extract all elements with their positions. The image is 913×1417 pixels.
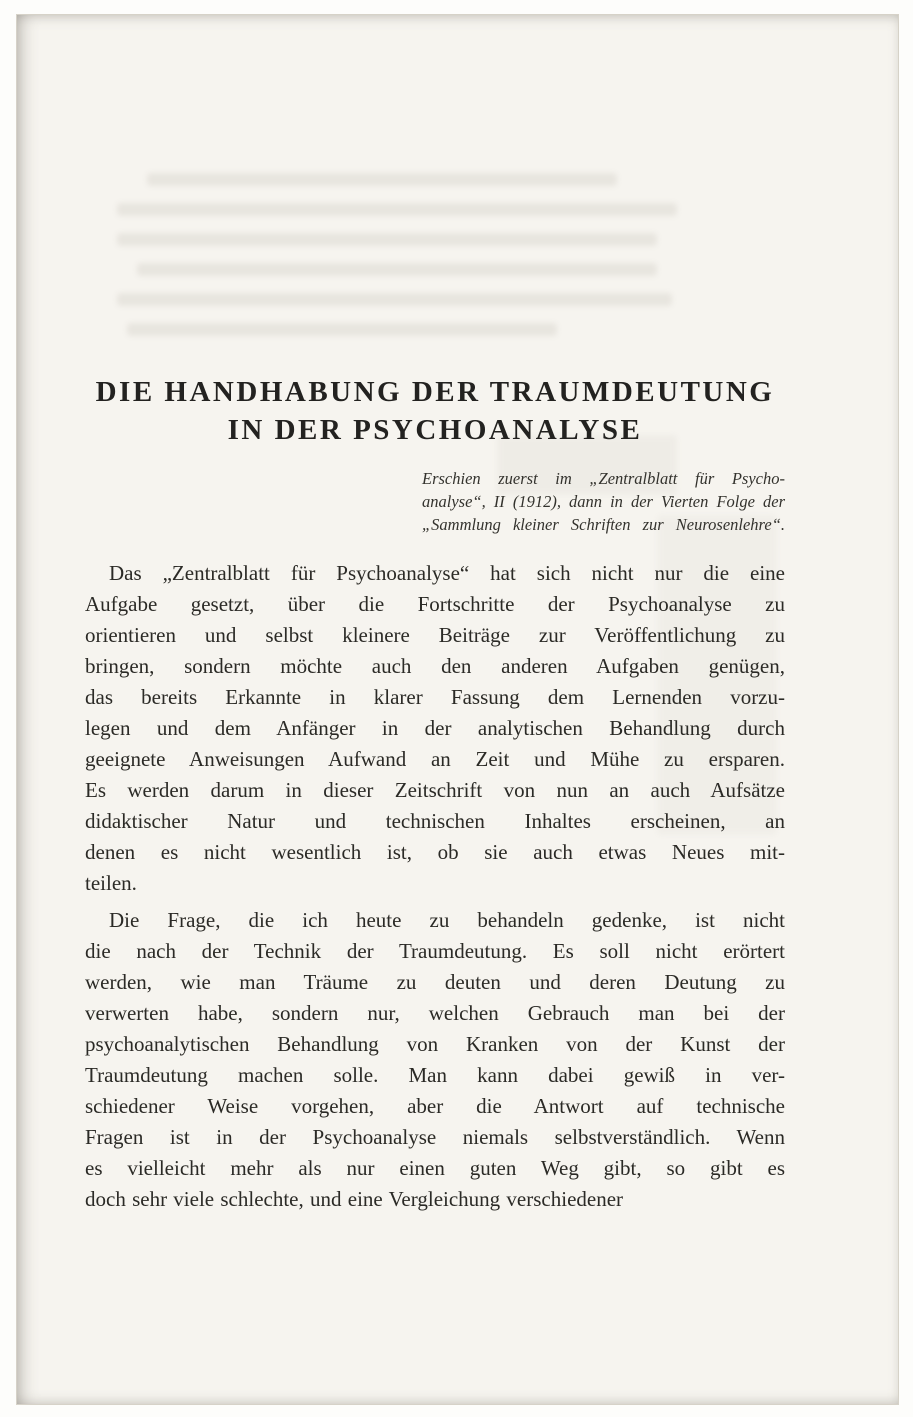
- text-line: Es werden darum in dieser Zeitschrift von nun an auch Aufsätze: [85, 778, 785, 802]
- text-line: Die Frage, die ich heute zu behandeln gedenke, ist nicht: [109, 908, 785, 932]
- source-note-line: „Sammlung kleiner Schriften zur Neurosenlehre“.: [422, 515, 785, 534]
- text-line: legen und dem Anfänger in der analytischen Behandlung durch: [85, 716, 785, 740]
- text-line: orientieren und selbst kleinere Beiträge zur Veröffentlichung zu: [85, 623, 785, 647]
- chapter-title-line: DIE HANDHABUNG DER TRAUMDEUTUNG: [95, 376, 775, 408]
- text-line: verwerten habe, sondern nur, welchen Gebrauch man bei der: [85, 1001, 785, 1025]
- text-line: teilen.: [85, 871, 137, 895]
- text-line: bringen, sondern möchte auch den anderen Aufgaben genügen,: [85, 654, 785, 678]
- source-note-line: Erschien zuerst im „Zentralblatt für Psycho-: [422, 469, 785, 488]
- text-line: psychoanalytischen Behandlung von Kranken von der Kunst der: [85, 1032, 785, 1056]
- text-line: das bereits Erkannte in klarer Fassung dem Lernenden vorzu-: [85, 685, 785, 709]
- text-column: [85, 15, 785, 1215]
- text-line: doch sehr viele schlechte, und eine Vergleichung verschiedener: [85, 1187, 624, 1211]
- text-line: didaktischer Natur und technischen Inhaltes erscheinen, an: [85, 809, 785, 833]
- text-line: werden, wie man Träume zu deuten und deren Deutung zu: [85, 970, 785, 994]
- text-line: Das „Zentralblatt für Psychoanalyse“ hat sich nicht nur die eine: [109, 561, 785, 585]
- text-line: Aufgabe gesetzt, über die Fortschritte der Psychoanalyse zu: [85, 592, 785, 616]
- text-line: schiedener Weise vorgehen, aber die Antwort auf technische: [85, 1094, 785, 1118]
- page-surface: [16, 14, 899, 1405]
- text-line: Fragen ist in der Psychoanalyse niemals selbstverständlich. Wenn: [85, 1125, 785, 1149]
- text-line: es vielleicht mehr als nur einen guten Weg gibt, so gibt es: [85, 1156, 785, 1180]
- chapter-title-line: IN DER PSYCHOANALYSE: [227, 414, 643, 446]
- body-paragraph: [85, 905, 785, 1215]
- text-line: denen es nicht wesentlich ist, ob sie auch etwas Neues mit-: [85, 840, 785, 864]
- source-note-line: analyse“, II (1912), dann in der Vierten Folge der: [422, 492, 785, 511]
- text-line: geeignete Anweisungen Aufwand an Zeit und Mühe zu ersparen.: [85, 747, 785, 771]
- chapter-title: [85, 373, 785, 449]
- body-paragraph: [85, 558, 785, 899]
- text-line: die nach der Technik der Traumdeutung. Es soll nicht erörtert: [85, 939, 785, 963]
- source-note: [422, 467, 785, 536]
- text-line: Traumdeutung machen solle. Man kann dabei gewiß in ver-: [85, 1063, 785, 1087]
